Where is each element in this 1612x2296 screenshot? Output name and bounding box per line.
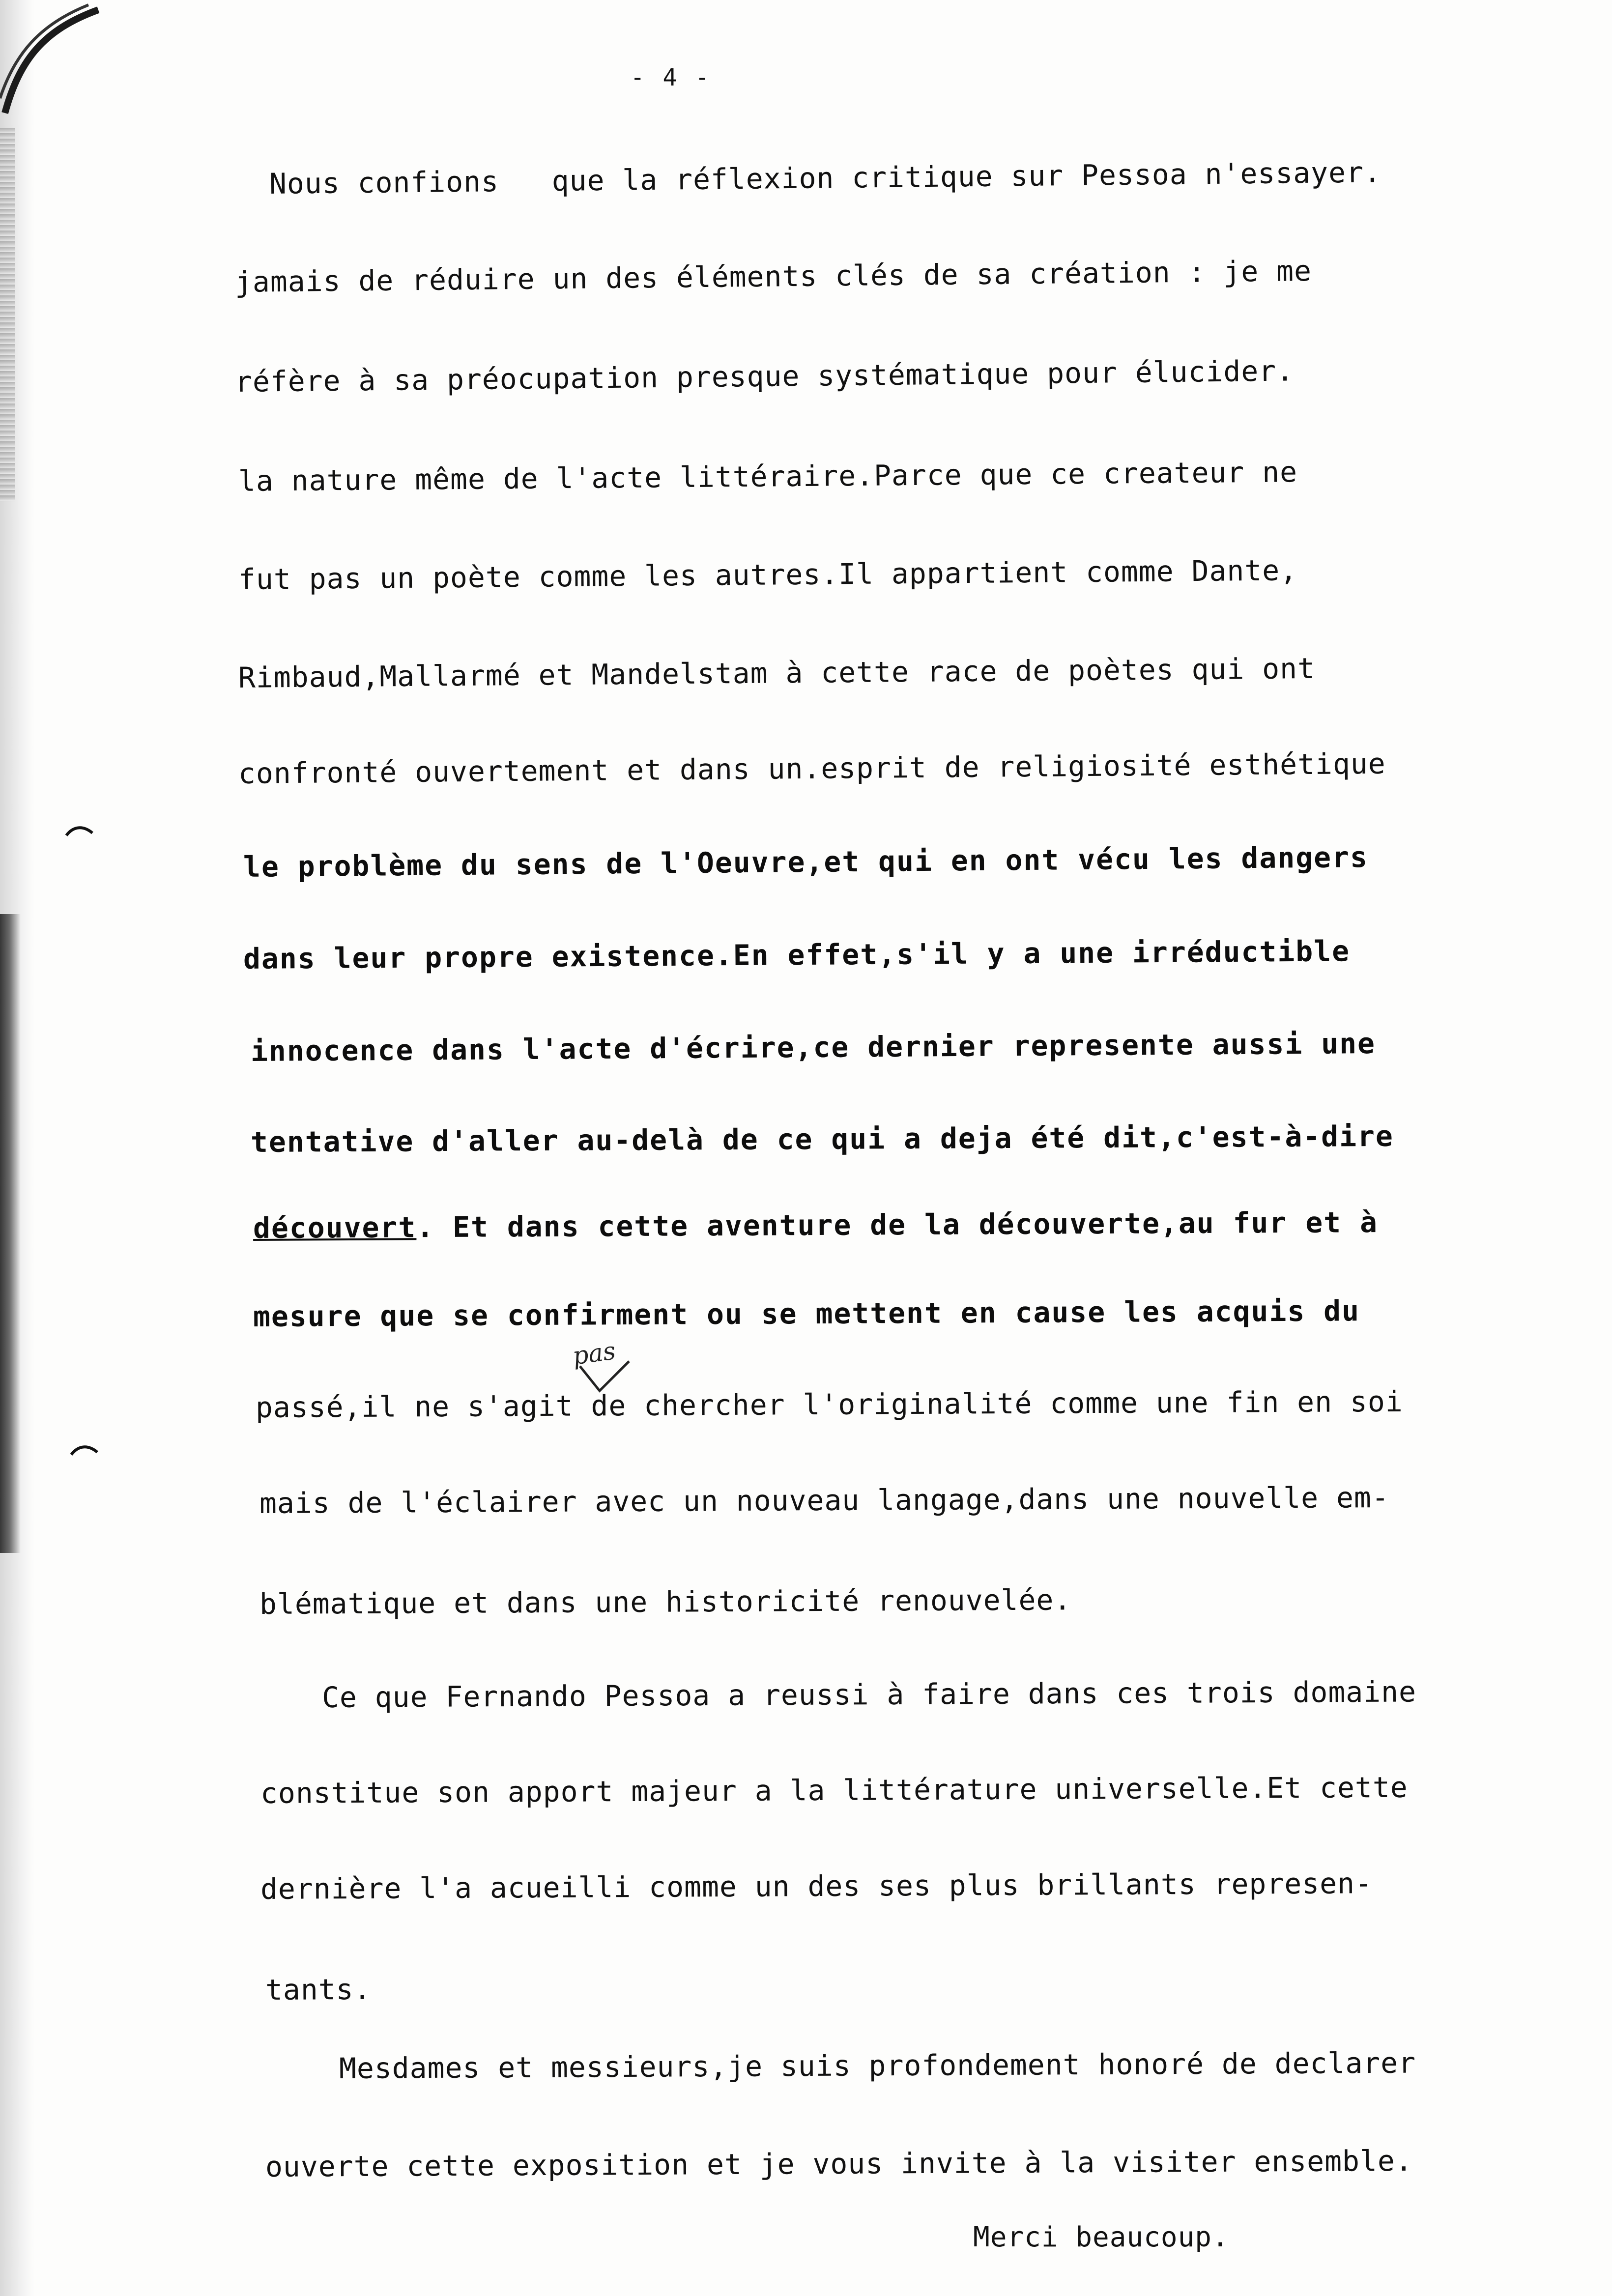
insertion-caret-mark <box>575 1356 634 1396</box>
body-line: tants. <box>265 1972 372 2007</box>
body-line: confronté ouvertement et dans un.esprit de religiosité esthétique <box>238 746 1386 790</box>
body-line: blématique et dans une historicité renouvelée. <box>259 1583 1072 1621</box>
closing-signoff: Merci beaucoup. <box>973 2221 1229 2253</box>
handwritten-annotation: pas <box>571 1336 618 1371</box>
body-line: passé,il ne s'agit de chercher l'originalité comme une fin en soi <box>255 1384 1403 1424</box>
body-line: mais de l'éclairer avec un nouveau langage,dans une nouvelle em- <box>259 1480 1389 1520</box>
body-line: innocence dans l'acte d'écrire,ce dernier represente aussi une <box>250 1027 1376 1068</box>
body-line <box>253 1205 1379 1245</box>
body-line-rest: . Et dans cette aventure de la découverte,au fur et à <box>416 1205 1379 1244</box>
body-line: constitue son apport majeur a la littérature universelle.Et cette <box>260 1770 1408 1810</box>
body-line: mesure que se confirment ou se mettent en cause les acquis du <box>253 1294 1360 1333</box>
body-line: fut pas un poète comme les autres.Il appartient comme Dante, <box>238 553 1298 596</box>
body-line: dernière l'a acueilli comme un des ses plus brillants represen- <box>260 1866 1373 1906</box>
body-line: dans leur propre existence.En effet,s'il y a une irréductible <box>243 934 1351 976</box>
body-line: jamais de réduire un des éléments clés de sa création : je me <box>234 254 1312 299</box>
body-line: ouverte cette exposition et je vous invite à la visiter ensemble. <box>265 2144 1413 2183</box>
body-line: Ce que Fernando Pessoa a reussi à faire dans ces trois domaine <box>321 1675 1417 1714</box>
body-line: Mesdames et messieurs,je suis profondement honoré de declarer <box>339 2046 1416 2085</box>
body-line: tentative d'aller au-delà de ce qui a deja été dit,c'est-à-dire <box>250 1119 1394 1159</box>
underlined-word: découvert <box>253 1210 417 1245</box>
page-number: - 4 - <box>630 64 712 91</box>
body-line: Nous confions que la réflexion critique sur Pessoa n'essayer. <box>269 155 1382 201</box>
body-line: le problème du sens de l'Oeuvre,et qui en ont vécu les dangers <box>243 840 1369 884</box>
body-line: Rimbaud,Mallarmé et Mandelstam à cette race de poètes qui ont <box>238 651 1316 694</box>
body-line: la nature même de l'acte littéraire.Parce que ce createur ne <box>238 455 1298 498</box>
body-line: réfère à sa préocupation presque systématique pour élucider. <box>234 354 1295 399</box>
